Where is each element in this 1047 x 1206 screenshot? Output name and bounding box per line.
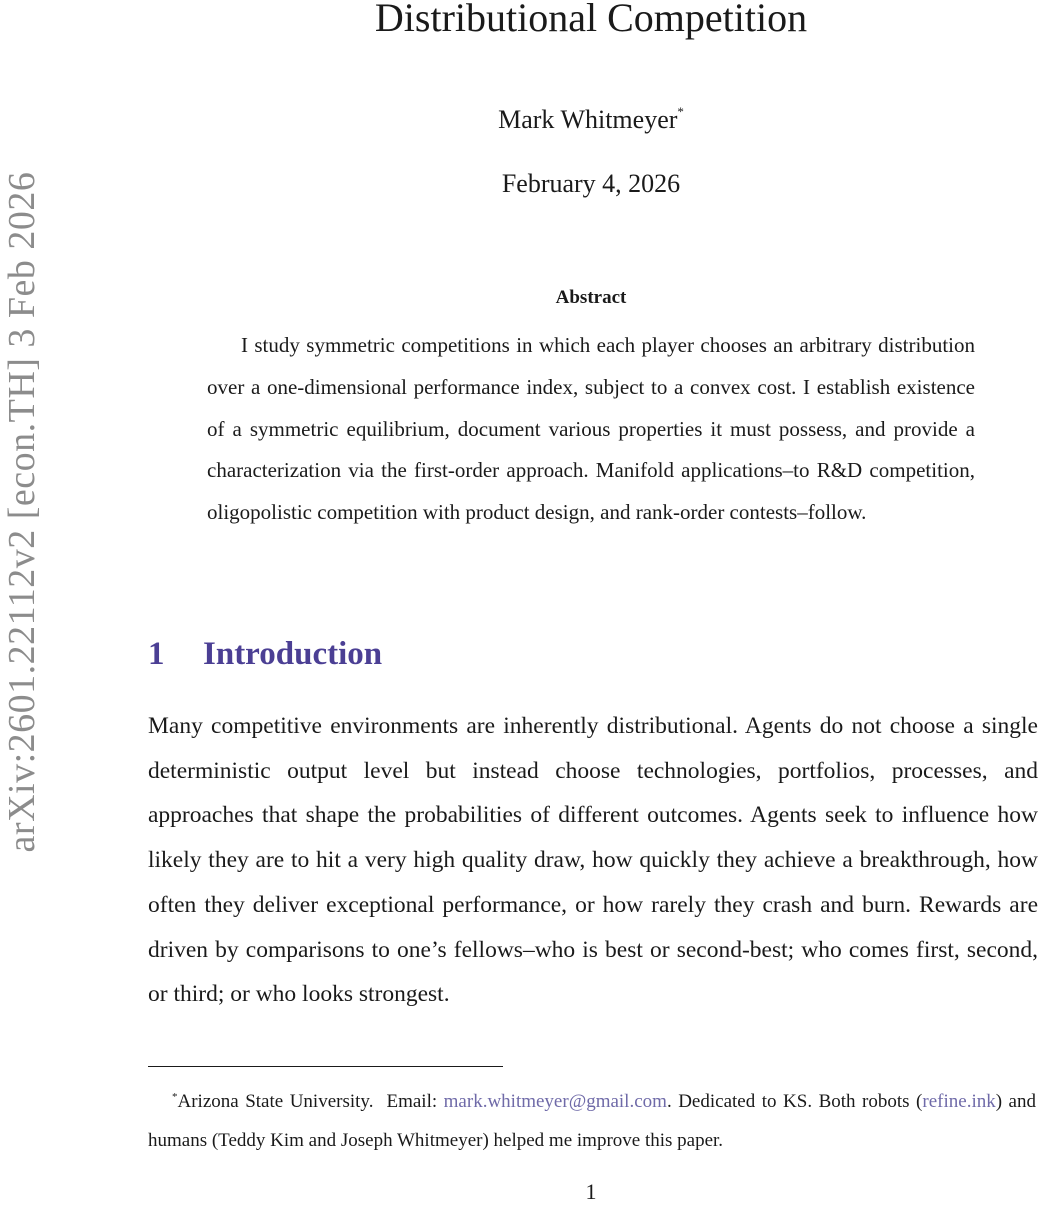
footnote-mark: * xyxy=(172,1091,178,1103)
arxiv-identifier-text: arXiv:2601.22112v2 [econ.TH] 3 Feb 2026 xyxy=(1,171,43,853)
author-line xyxy=(0,94,1047,138)
footnote-divider xyxy=(148,1066,503,1067)
page-number: 1 xyxy=(585,1179,597,1204)
section-title: Introduction xyxy=(203,636,383,672)
section-heading xyxy=(148,630,382,678)
footnote-affiliation: Arizona State University. xyxy=(177,1091,374,1112)
footnote-acknowledgement: ) and humans (Teddy Kim and Joseph Whitmeyer) helped me improve this paper. xyxy=(148,1091,1036,1151)
abstract-text: I study symmetric competitions in which each player chooses an arbitrary distribution over a one-dimensional performance index, subject to a convex cost. I establish existence of a symmetric equilibrium, document various properties it must possess, and provide a characterization via the first-order approach. Manifold applications–to R&D competition, oligopolistic competition with product design, and rank-order contests–follow. xyxy=(207,333,975,525)
paper-date: February 4, 2026 xyxy=(501,169,681,198)
abstract-heading: Abstract xyxy=(555,287,627,308)
author-footnote-mark: * xyxy=(677,104,684,119)
paper-title: Distributional Competition xyxy=(374,0,808,40)
section-number: 1 xyxy=(148,636,165,672)
author-name: Mark Whitmeyer xyxy=(498,105,678,134)
email-link[interactable]: mark.whitmeyer@gmail.com xyxy=(443,1091,667,1112)
footnote xyxy=(148,1078,1036,1160)
footnote-email-label: Email: xyxy=(386,1091,438,1112)
footnote-dedication: . Dedicated to KS. Both robots ( xyxy=(666,1091,923,1112)
introduction-paragraph: Many competitive environments are inherently distributional. Agents do not choose a single deterministic output level but instead choose technologies, portfolios, processes, and approaches that shape the probabilities of different outcomes. Agents seek to influence how likely they are to hit a very high quality draw, how quickly they achieve a breakthrough, how often they deliver exceptional performance, or how rarely they crash and burn. Rewards are driven by comparisons to one’s fellows–who is best or second-best; who comes first, second, or third; or who looks strongest. xyxy=(148,713,1038,1008)
refine-ink-link[interactable]: refine.ink xyxy=(922,1091,996,1112)
